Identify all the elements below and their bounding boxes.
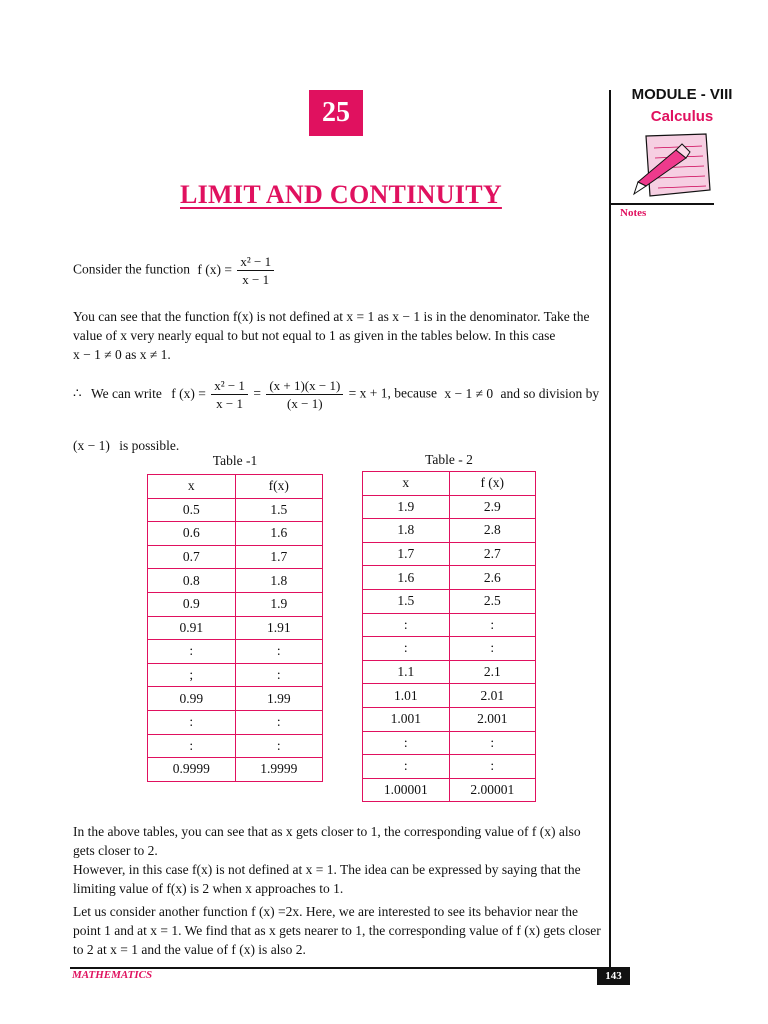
table-row (363, 778, 536, 802)
table-cell: : (449, 613, 536, 637)
table-row (363, 519, 536, 543)
paragraph-2-tail: and so division by (500, 385, 600, 401)
fraction-2-numerator: (x + 1)(x − 1) (266, 378, 343, 395)
table-row (148, 498, 323, 522)
table-row (363, 731, 536, 755)
table-cell: 1.8 (235, 569, 323, 593)
table-cell: 1.99 (235, 687, 323, 711)
table-header-cell: f (x) (449, 472, 536, 496)
table-row (148, 663, 323, 687)
module-label: MODULE - VIII (631, 86, 733, 103)
notes-rule (610, 203, 714, 205)
table-row (363, 684, 536, 708)
table-cell: 1.7 (363, 542, 450, 566)
table-cell: 2.7 (449, 542, 536, 566)
subject-label: Calculus (650, 108, 714, 125)
fraction-1-numerator: x² − 1 (211, 378, 248, 395)
margin-divider (609, 90, 611, 970)
table-row (363, 495, 536, 519)
fraction-2-denominator: (x − 1) (287, 396, 323, 411)
table-cell: 2.00001 (449, 778, 536, 802)
table-cell: 2.001 (449, 707, 536, 731)
table-row (363, 707, 536, 731)
fraction-1 (211, 378, 248, 411)
table-row (148, 522, 323, 546)
intro-line (73, 254, 601, 287)
table-cell: 2.9 (449, 495, 536, 519)
table-cell: : (148, 734, 236, 758)
table-row (148, 640, 323, 664)
paragraph-4: However, in this case f(x) is not defined at x = 1. The idea can be expressed by saying that the limiting value of f(x) is 2 when x approaches to 1. (73, 862, 581, 896)
table-cell: 1.9 (363, 495, 450, 519)
paragraph-2 (73, 378, 613, 411)
table-cell: 0.5 (148, 498, 236, 522)
table-row (148, 569, 323, 593)
table-cell: 1.001 (363, 707, 450, 731)
table-row (148, 734, 323, 758)
intro-numerator: x² − 1 (237, 254, 274, 271)
table-row (148, 592, 323, 616)
paragraph-2-expr: (x − 1) (73, 438, 110, 453)
table-cell: 0.9 (148, 592, 236, 616)
table-cell: : (449, 637, 536, 661)
table-row (148, 710, 323, 734)
paragraph-2-fx: f (x) = (171, 385, 206, 401)
table-header-cell: x (148, 475, 236, 499)
table-1-caption: Table -1 (212, 453, 258, 468)
chapter-title: LIMIT AND CONTINUITY (180, 180, 502, 209)
intro-denominator: x − 1 (242, 272, 270, 287)
table-cell: 0.6 (148, 522, 236, 546)
table-cell: 1.5 (235, 498, 323, 522)
intro-fraction (237, 254, 274, 287)
paragraph-3: In the above tables, you can see that as x gets closer to 1, the corresponding value of f (x) also gets closer to 2. (73, 824, 581, 858)
footer-subject: MATHEMATICS (72, 969, 153, 981)
footer-rule (70, 967, 630, 969)
intro-fx: f (x) = (197, 261, 232, 277)
table-cell: 1.1 (363, 660, 450, 684)
table-cell: : (235, 710, 323, 734)
table-row (148, 545, 323, 569)
table-cell: : (363, 637, 450, 661)
table-row (148, 616, 323, 640)
table-cell: : (363, 755, 450, 779)
paragraph-2-because: , because (387, 385, 438, 401)
table-cell: : (363, 613, 450, 637)
chapter-number: 25 (309, 90, 363, 136)
table-cell: 2.8 (449, 519, 536, 543)
page-number: 143 (597, 967, 630, 985)
table-cell: 1.8 (363, 519, 450, 543)
table-cell: 2.5 (449, 589, 536, 613)
table-cell: : (235, 734, 323, 758)
table-row (363, 660, 536, 684)
paragraph-1 (73, 307, 601, 364)
table-cell: ; (148, 663, 236, 687)
table-cell: : (449, 731, 536, 755)
table-cell: 0.7 (148, 545, 236, 569)
notepad-pencil-icon (632, 130, 714, 200)
paragraph-2-possible: is possible. (119, 438, 180, 453)
table-cell: 1.9 (235, 592, 323, 616)
table-cell: : (148, 640, 236, 664)
fraction-2 (266, 378, 343, 411)
table-cell: : (235, 640, 323, 664)
table-row (363, 613, 536, 637)
table-header-row (363, 472, 536, 496)
paragraph-1-condition: x − 1 ≠ 0 as x ≠ 1. (73, 347, 171, 362)
table-cell: 1.91 (235, 616, 323, 640)
equals-sign: = (253, 385, 261, 401)
paragraph-2-condition: x − 1 ≠ 0 (444, 385, 494, 401)
paragraph-1-text: You can see that the function f(x) is not defined at x = 1 as x − 1 is in the denominator. Take the value of x very nearly equal to but not equal to 1 as given in the tables below. In this case (73, 309, 590, 343)
notes-label: Notes (620, 207, 647, 219)
table-header-cell: x (363, 472, 450, 496)
table-cell: 1.9999 (235, 758, 323, 782)
table-cell: 2.01 (449, 684, 536, 708)
paragraph-5: Let us consider another function f (x) =2x. Here, we are interested to see its behavior near the point 1 and at x = 1. We find that as x gets nearer to 1, the corresponding value of f (x) gets closer to 2 at x = 1 and the value of f (x) is also 2. (73, 904, 601, 957)
table-cell: 0.8 (148, 569, 236, 593)
table-row (148, 758, 323, 782)
table-row (363, 637, 536, 661)
table-header-cell: f(x) (235, 475, 323, 499)
table-cell: 1.00001 (363, 778, 450, 802)
table-cell: 0.91 (148, 616, 236, 640)
table-row (363, 566, 536, 590)
table-2-caption: Table - 2 (425, 452, 473, 467)
table-2 (362, 471, 536, 802)
table-row (363, 589, 536, 613)
table-cell: 1.5 (363, 589, 450, 613)
table-cell: 1.01 (363, 684, 450, 708)
table-row (363, 755, 536, 779)
table-cell: : (449, 755, 536, 779)
table-cell: 0.99 (148, 687, 236, 711)
table-1 (147, 474, 323, 782)
table-cell: : (363, 731, 450, 755)
table-cell: 1.7 (235, 545, 323, 569)
therefore-symbol: ∴ (73, 385, 82, 401)
table-header-row (148, 475, 323, 499)
table-cell: 2.6 (449, 566, 536, 590)
table-cell: 2.1 (449, 660, 536, 684)
fraction-1-denominator: x − 1 (216, 396, 243, 411)
table-row (363, 542, 536, 566)
table-cell: : (148, 710, 236, 734)
table-cell: 0.9999 (148, 758, 236, 782)
paragraph-2-lead: We can write (90, 385, 162, 401)
table-row (148, 687, 323, 711)
paragraph-2-result: = x + 1 (348, 385, 388, 401)
intro-text: Consider the function (73, 261, 190, 277)
table-cell: : (235, 663, 323, 687)
table-cell: 1.6 (363, 566, 450, 590)
table-cell: 1.6 (235, 522, 323, 546)
